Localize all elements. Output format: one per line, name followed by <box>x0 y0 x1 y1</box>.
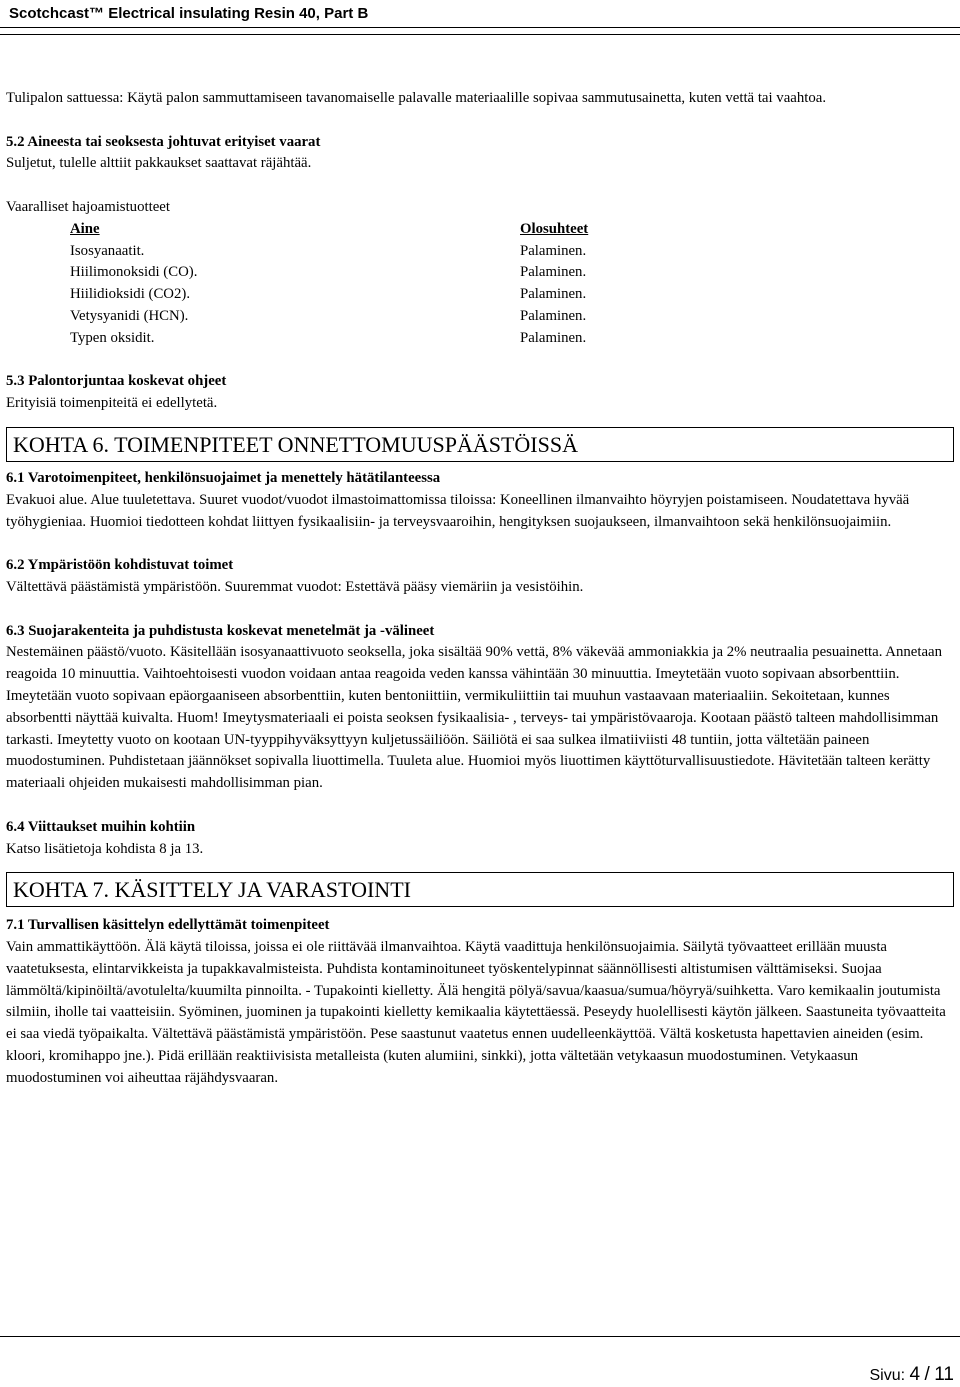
condition-item: Palaminen. <box>520 329 587 346</box>
decomposition-title: Vaaralliset hajoamistuotteet <box>6 198 170 215</box>
section-6-title: KOHTA 6. TOIMENPITEET ONNETTOMUUSPÄÄSTÖISSÄ <box>6 427 954 462</box>
page-separator: / <box>924 1364 930 1385</box>
text-5-2: Suljetut, tulelle alttiit pakkaukset saattavat räjähtää. <box>6 155 312 172</box>
condition-item: Palaminen. <box>520 286 587 303</box>
text-5-3: Erityisiä toimenpiteitä ei edellytetä. <box>6 395 218 412</box>
substance-item: Isosyanaatit. <box>70 242 145 259</box>
substance-item: Typen oksidit. <box>70 329 155 346</box>
page-label: Sivu: <box>869 1367 906 1384</box>
text-6-1: Evakuoi alue. Alue tuuletettava. Suuret vuodot/vuodot ilmastoimattomissa tiloissa: Koneellinen ilmanvaihto höyryjen poistamiseen. Noudatettava hyvää työhygieniaa. Huomioi tiedotteen kohdat liittyen fysikaalisiin- ja terveysvaaroihin, hengityksen suojaukseen, ilmanvaihtoon sekä henkilönsuojaimiin. <box>6 491 910 530</box>
text-6-3: Nestemäinen päästö/vuoto. Käsitellään isosyanaattivuoto seoksella, joka sisältää 90% vettä, 8% väkevää ammoniakkia ja 2% neutraalia pesuainetta. Annetaan reagoida 10 minuuttia. Vaihtoehtoisesti vuodon voidaan antaa reagoida veden kanssa vähintään 30 minuuttia. Imeytetään vuoto sopivaan absorbenttiin. Imeytetään vuoto sopivaan epäorgaaniseen absorbenttiin, kuten bentoniittiin, vermikuliittiin tai muuhun vastaavaan materiaaliin. Sekoitetaan, kunnes absorbentti näyttää kuivalta. Huom! Imeytysmateriaali ei poista seoksen fysikaalisia- , terveys- tai ympäristövaaroja. Kootaan päästö talteen mahdollisimman tarkasti. Imeytetty vuoto on kootaan UN-tyyppihyväksyttyyn kuljetussäiliöön. Säiliötä ei saa sulkea ilmatiiviisti 48 tuntiin, jotta vältetään paineen muodostuminen. Puhdistetaan jäännökset sopivalla liuottimella. Tuuleta alue. Huomioi myös liuottimen käyttöturvallisuustiedote. Hävitetään talteen kerätty materiaali ohjeiden mukaisesti mahdollisimman pian. <box>6 644 943 792</box>
heading-6-4: 6.4 Viittaukset muihin kohtiin <box>6 818 196 835</box>
condition-column <box>520 219 720 350</box>
text-7-1: Vain ammattikäyttöön. Älä käytä tiloissa, joissa ei ole riittävää ilmanvaihtoa. Käytä vaadittuja henkilönsuojaimia. Säilytä työvaatteet erillään muusta vaatetuksesta, elintarvikkeista ja tupakkavalmisteista. Puhdista kontaminoituneet työskentelypinnat säännöllisesti altistumisen välttämiseksi. Suojaa lämmöltä/kipinöiltä/avotulelta/kuumilta pinnoilta. - Tupakointi kielletty. Älä hengitä pölyä/savua/kaasua/sumua/höyryä/suihketta. Varo kemikaalin joutumista silmiin, iholle tai vaatteisiin. Syöminen, juominen ja tupakointi kielletty kemikaalia käytettäessä. Peseydy huolellisesti käytön jälkeen. Saastuneita työvaatteita ei saa viedä työpaikalta. Vältettävä päästämistä ympäristöön. Pese saastunut vaatetus ennen uudelleenkäyttöä. Vältä kosketusta hapettavien aineiden (esim. kloori, kromihappo jne.). Pidä erillään reaktiivisista metalleista (kuten alumiini, sinkki), jotta vältetään vetykaasun muodostuminen. Vetykaasun muodostuminen voi aiheuttaa räjähdysvaaran. <box>6 939 946 1086</box>
header-rule <box>0 27 960 35</box>
substance-item: Hiilimonoksidi (CO). <box>70 264 198 281</box>
column-header-olosuhteet: Olosuhteet <box>520 220 589 237</box>
total-pages: 11 <box>934 1364 954 1385</box>
page-number <box>869 1364 954 1386</box>
document-body <box>6 88 954 1090</box>
substance-item: Vetysyanidi (HCN). <box>70 307 189 324</box>
heading-6-1: 6.1 Varotoimenpiteet, henkilönsuojaimet ja menettely hätätilanteessa <box>6 469 441 486</box>
heading-6-3: 6.3 Suojarakenteita ja puhdistusta koskevat menetelmät ja -välineet <box>6 622 435 639</box>
substance-item: Hiilidioksidi (CO2). <box>70 286 191 303</box>
condition-item: Palaminen. <box>520 264 587 281</box>
heading-5-3: 5.3 Palontorjuntaa koskevat ohjeet <box>6 373 227 390</box>
text-6-4: Katso lisätietoja kohdista 8 ja 13. <box>6 840 204 857</box>
text-6-2: Vältettävä päästämistä ympäristöön. Suuremmat vuodot: Estettävä pääsy viemäriin ja vesistöihin. <box>6 578 584 595</box>
heading-5-2: 5.2 Aineesta tai seoksesta johtuvat erityiset vaarat <box>6 133 321 150</box>
condition-item: Palaminen. <box>520 242 587 259</box>
heading-7-1: 7.1 Turvallisen käsittelyn edellyttämät toimenpiteet <box>6 917 330 934</box>
document-title: Scotchcast™ Electrical insulating Resin 40, Part B <box>9 5 369 22</box>
footer-rule <box>0 1336 960 1337</box>
substance-column <box>6 219 520 350</box>
heading-6-2: 6.2 Ympäristöön kohdistuvat toimet <box>6 557 234 574</box>
current-page: 4 <box>909 1364 921 1385</box>
decomposition-table <box>6 219 954 350</box>
condition-item: Palaminen. <box>520 307 587 324</box>
column-header-aine: Aine <box>70 220 100 237</box>
fire-text: Tulipalon sattuessa: Käytä palon sammuttamiseen tavanomaiselle palavalle materiaalille sopivaa sammutusainetta, kuten vettä tai vaahtoa. <box>6 90 827 106</box>
section-7-title: KOHTA 7. KÄSITTELY JA VARASTOINTI <box>6 872 954 907</box>
